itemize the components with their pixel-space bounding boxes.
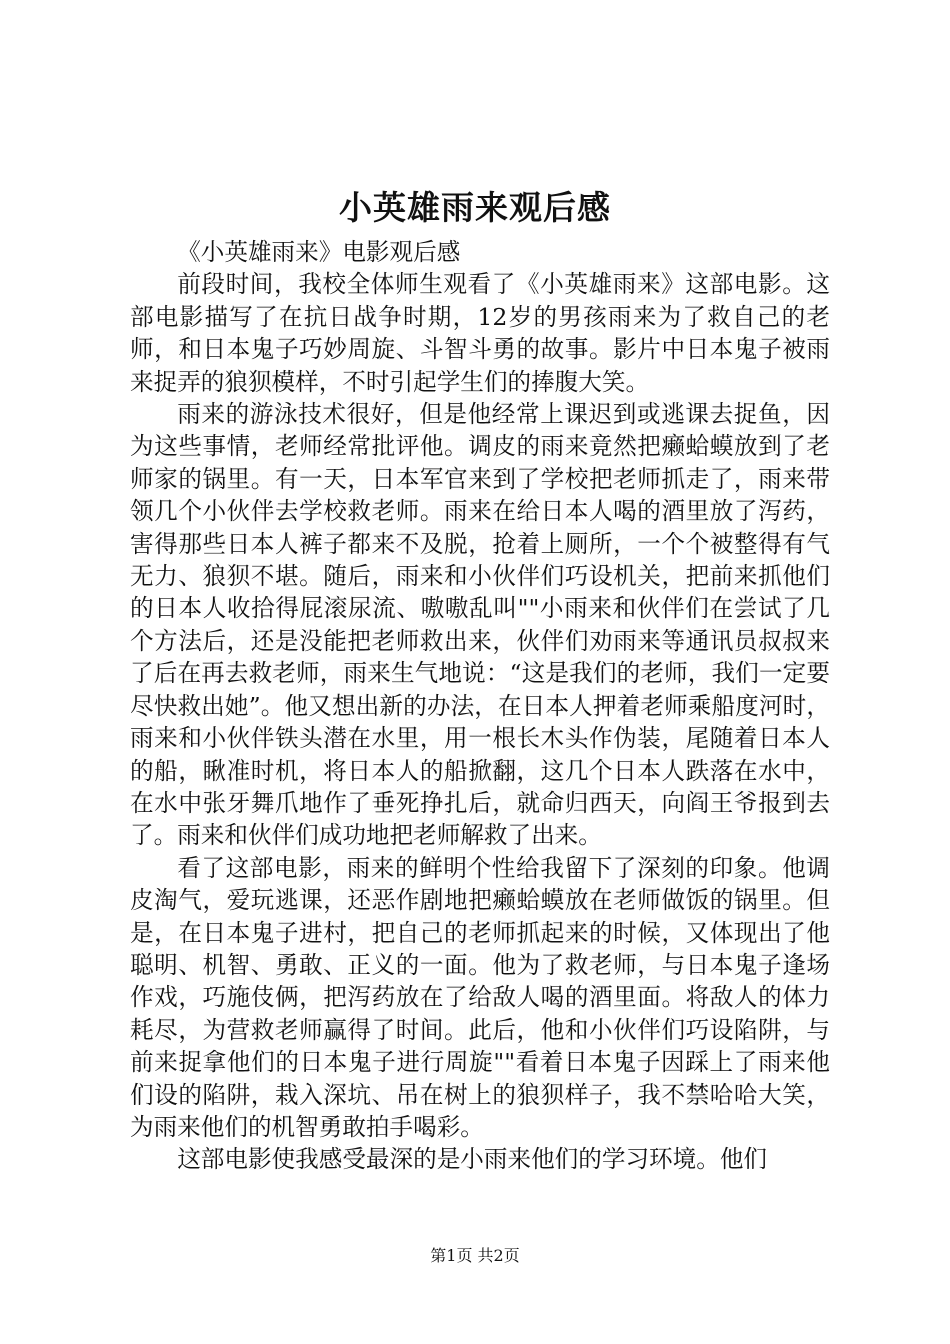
document-body <box>130 236 830 1176</box>
body-paragraph: 雨来的游泳技术很好，但是他经常上课迟到或逃课去捉鱼，因为这些事情，老师经常批评他。调皮的雨来竟然把癞蛤蟆放到了老师家的锅里。有一天，日本军官来到了学校把老师抓走了，雨来带领几个小伙伴去学校救老师。雨来在给日本人喝的酒里放了泻药，害得那些日本人裤子都来不及脱，抢着上厕所，一个个被整得有气无力、狼狈不堪。随后，雨来和小伙伴们巧设机关，把前来抓他们的日本人收拾得屁滚尿流、嗷嗷乱叫""小雨来和伙伴们在尝试了几个方法后，还是没能把老师救出来，伙伴们劝雨来等通讯员叔叔来了后在再去救老师，雨来生气地说：“这是我们的老师，我们一定要尽快救出她”。他又想出新的办法，在日本人押着老师乘船度河时，雨来和小伙伴铁头潜在水里，用一根长木头作伪装，尾随着日本人的船，瞅准时机，将日本人的船掀翻，这几个日本人跌落在水中，在水中张牙舞爪地作了垂死挣扎后，就命归西天，向阎王爷报到去了。雨来和伙伴们成功地把老师解救了出来。 <box>130 400 830 850</box>
body-paragraph: 看了这部电影，雨来的鲜明个性给我留下了深刻的印象。他调皮淘气，爱玩逃课，还恶作剧地把癞蛤蟆放在老师做饭的锅里。但是，在日本鬼子进村，把自己的老师抓起来的时候，又体现出了他聪明、机智、勇敢、正义的一面。他为了救老师，与日本鬼子逢场作戏，巧施伎俩，把泻药放在了给敌人喝的酒里面。将敌人的体力耗尽，为营救老师赢得了时间。此后，他和小伙伴们巧设陷阱，与前来捉拿他们的日本鬼子进行周旋""看着日本鬼子因踩上了雨来他们设的陷阱，栽入深坑、吊在树上的狼狈样子，我不禁哈哈大笑，为雨来他们的机智勇敢拍手喝彩。 <box>130 853 830 1141</box>
body-paragraph: 这部电影使我感受最深的是小雨来他们的学习环境。他们 <box>177 1145 768 1174</box>
subtitle-paragraph: 《小英雄雨来》电影观后感 <box>177 238 461 266</box>
body-paragraph: 前段时间，我校全体师生观看了《小英雄雨来》这部电影。这部电影描写了在抗日战争时期，12岁的男孩雨来为了救自己的老师，和日本鬼子巧妙周旋、斗智斗勇的故事。影片中日本鬼子被雨来捉弄的狼狈模样，不时引起学生们的捧腹大笑。 <box>130 270 830 396</box>
document-title: 小英雄雨来观后感 <box>339 188 611 227</box>
page-number-footer: 第1页 共2页 <box>430 1246 520 1265</box>
